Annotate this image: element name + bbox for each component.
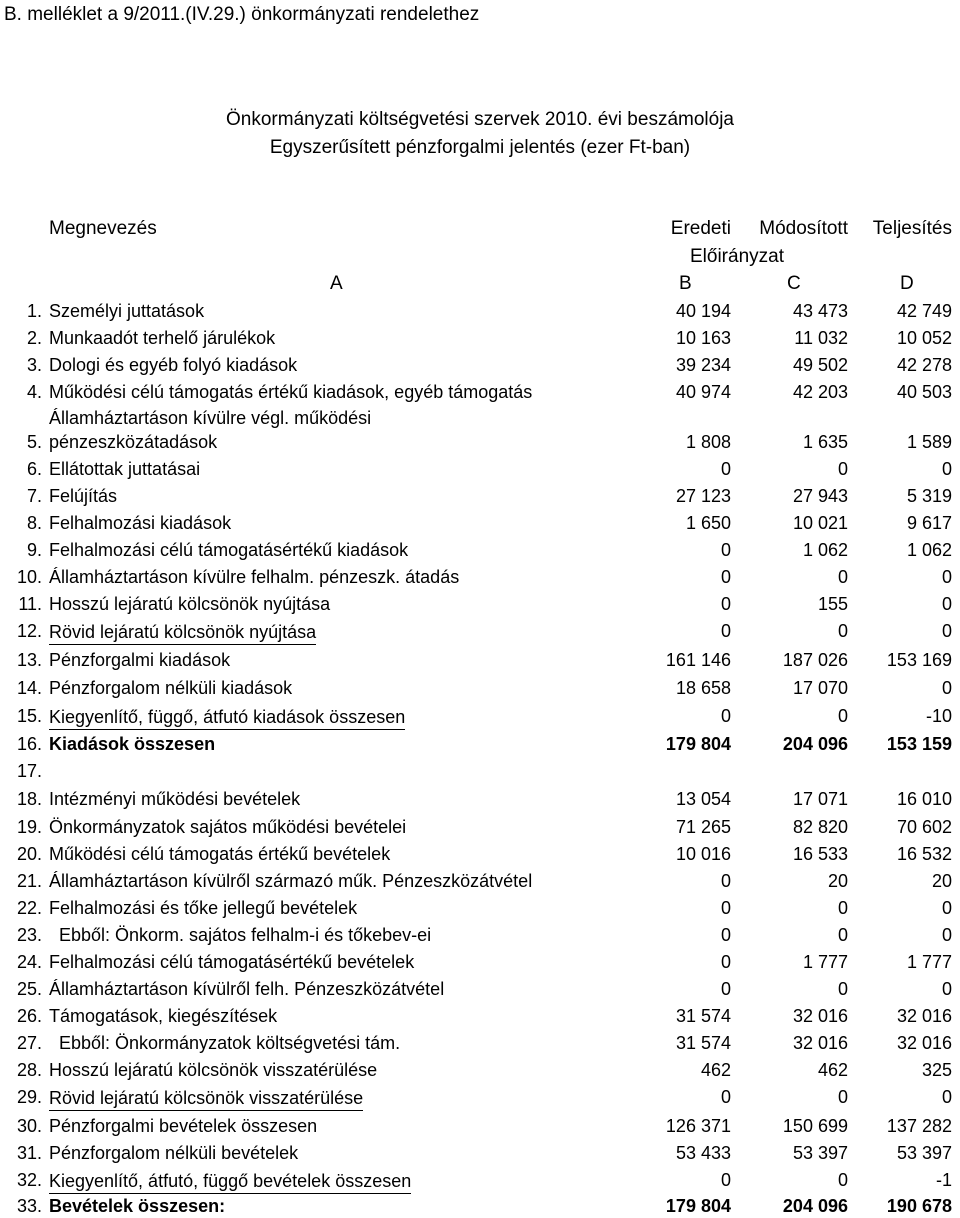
row-number: 8.	[26, 513, 42, 533]
table-row	[0, 301, 960, 328]
value-modified: 20	[827, 871, 848, 891]
column-letter-a: A	[330, 273, 343, 294]
row-number: 20.	[16, 844, 42, 864]
row-label: Kiegyenlítő, átfutó, függő bevételek összesen	[49, 1170, 411, 1194]
value-original: 179 804	[665, 1196, 731, 1216]
row-label: Ebből: Önkorm. sajátos felhalm-i és tőkebev-ei	[59, 925, 432, 945]
value-original: 179 804	[665, 734, 731, 754]
table-row	[0, 678, 960, 705]
value-actual: 0	[941, 459, 952, 479]
row-number: 16.	[16, 734, 42, 754]
row-label: Rövid lejáratú kölcsönök nyújtása	[49, 621, 316, 645]
row-number: 33.	[16, 1196, 42, 1216]
row-number: 27.	[16, 1033, 42, 1053]
value-original: 18 658	[675, 678, 731, 698]
row-label: Munkaadót terhelő járulékok	[49, 328, 276, 348]
row-label: Működési célú támogatás értékű kiadások, egyéb támogatás	[49, 382, 533, 402]
table-row	[0, 355, 960, 382]
row-number: 11.	[18, 594, 42, 614]
value-actual: 0	[941, 678, 952, 698]
value-actual: 70 602	[896, 817, 952, 837]
value-original: 0	[720, 925, 731, 945]
value-modified: 27 943	[792, 486, 848, 506]
table-row-total-revenues	[0, 1196, 960, 1218]
value-modified: 1 062	[802, 540, 848, 560]
value-modified: 17 070	[792, 678, 848, 698]
value-original: 161 146	[665, 650, 731, 670]
row-number: 5.	[26, 432, 42, 452]
value-original: 1 650	[685, 513, 731, 533]
row-number: 23.	[16, 925, 42, 945]
table-row-total-expenses	[0, 734, 960, 761]
value-actual: 0	[941, 1087, 952, 1107]
row-label: Hosszú lejáratú kölcsönök nyújtása	[49, 594, 331, 614]
value-actual: 0	[941, 925, 952, 945]
value-modified: 0	[837, 567, 848, 587]
table-row	[0, 459, 960, 486]
value-modified: 10 021	[792, 513, 848, 533]
value-actual: 153 169	[886, 650, 952, 670]
value-modified: 49 502	[792, 355, 848, 375]
table-row	[0, 486, 960, 513]
value-actual: 16 532	[896, 844, 952, 864]
row-label: Államháztartáson kívülről felh. Pénzeszközátvétel	[49, 979, 445, 999]
value-modified: 32 016	[792, 1033, 848, 1053]
value-modified: 0	[837, 1087, 848, 1107]
value-original: 27 123	[675, 486, 731, 506]
row-number: 7.	[26, 486, 42, 506]
table-row	[0, 621, 960, 648]
table-row	[0, 706, 960, 733]
row-label: Pénzforgalom nélküli bevételek	[49, 1143, 299, 1163]
column-header-modified: Módosított	[759, 218, 848, 239]
table-row-continuation	[0, 408, 960, 435]
table-row	[0, 952, 960, 979]
value-modified: 150 699	[782, 1116, 848, 1136]
value-original: 10 163	[675, 328, 731, 348]
value-original: 0	[720, 459, 731, 479]
value-actual: 40 503	[896, 382, 952, 402]
value-original: 0	[720, 1087, 731, 1107]
table-row	[0, 1033, 960, 1060]
value-actual: 137 282	[886, 1116, 952, 1136]
value-original: 0	[720, 594, 731, 614]
value-modified: 0	[837, 898, 848, 918]
value-actual: 0	[941, 567, 952, 587]
title-line-2: Egyszerűsített pénzforgalmi jelentés (ezer Ft-ban)	[269, 137, 691, 158]
row-label: Ellátottak juttatásai	[49, 459, 201, 479]
row-label: Dologi és egyéb folyó kiadások	[49, 355, 298, 375]
row-number: 14.	[16, 678, 42, 698]
value-actual: 16 010	[896, 789, 952, 809]
value-original: 0	[720, 567, 731, 587]
row-number: 32.	[16, 1170, 42, 1190]
report-title	[0, 106, 960, 162]
value-modified: 42 203	[792, 382, 848, 402]
value-actual: 190 678	[886, 1196, 952, 1216]
value-original: 126 371	[665, 1116, 731, 1136]
table-row	[0, 789, 960, 816]
row-label: Önkormányzatok sajátos működési bevételei	[49, 817, 407, 837]
row-number: 9.	[26, 540, 42, 560]
table-row	[0, 594, 960, 621]
value-actual: -10	[925, 706, 952, 726]
value-modified: 155	[817, 594, 848, 614]
row-number: 31.	[16, 1143, 42, 1163]
table-row	[0, 844, 960, 871]
value-actual: 0	[941, 898, 952, 918]
value-original: 10 016	[675, 844, 731, 864]
value-modified: 16 533	[792, 844, 848, 864]
row-label: Bevételek összesen:	[49, 1196, 226, 1216]
value-actual: 153 159	[886, 734, 952, 754]
row-label: Felújítás	[49, 486, 118, 506]
value-actual: 42 749	[896, 301, 952, 321]
table-row	[0, 1060, 960, 1087]
annex-reference: B. melléklet a 9/2011.(IV.29.) önkormányzati rendelethez	[4, 4, 480, 25]
value-modified: 0	[837, 621, 848, 641]
row-number: 18.	[16, 789, 42, 809]
row-label: Működési célú támogatás értékű bevételek	[49, 844, 391, 864]
row-number: 28.	[16, 1060, 42, 1080]
value-original: 0	[720, 898, 731, 918]
row-number: 1.	[26, 301, 42, 321]
row-number: 17.	[16, 761, 42, 781]
table-row	[0, 650, 960, 677]
table-row	[0, 1006, 960, 1033]
table-row	[0, 817, 960, 844]
value-original: 462	[700, 1060, 731, 1080]
row-number: 12.	[16, 621, 42, 641]
column-header-original: Eredeti	[670, 218, 731, 239]
value-original: 40 974	[675, 382, 731, 402]
table-row	[0, 871, 960, 898]
value-modified: 32 016	[792, 1006, 848, 1026]
row-number: 22.	[16, 898, 42, 918]
table-row	[0, 925, 960, 952]
title-line-1: Önkormányzati költségvetési szervek 2010. évi beszámolója	[226, 109, 734, 130]
row-label: Kiadások összesen	[49, 734, 216, 754]
row-label: Pénzforgalmi bevételek összesen	[49, 1116, 318, 1136]
row-number: 4.	[26, 382, 42, 402]
value-modified: 11 032	[794, 328, 848, 348]
value-original: 0	[720, 979, 731, 999]
row-number: 10.	[16, 567, 42, 587]
value-modified: 43 473	[792, 301, 848, 321]
value-modified: 0	[837, 459, 848, 479]
value-modified: 17 071	[792, 789, 848, 809]
column-header-actual: Teljesítés	[872, 218, 952, 239]
row-label: Felhalmozási és tőke jellegű bevételek	[49, 898, 358, 918]
row-number: 24.	[16, 952, 42, 972]
column-group-appropriation: Előirányzat	[690, 246, 784, 267]
value-modified: 187 026	[782, 650, 848, 670]
value-original: 0	[720, 1170, 731, 1190]
value-actual: 10 052	[896, 328, 952, 348]
value-original: 0	[720, 871, 731, 891]
row-number: 3.	[26, 355, 42, 375]
value-actual: 1 777	[906, 952, 952, 972]
table-row	[0, 979, 960, 1006]
value-modified: 1 635	[802, 432, 848, 452]
table-row	[0, 1087, 960, 1114]
table-row	[0, 1143, 960, 1170]
row-label: Pénzforgalom nélküli kiadások	[49, 678, 293, 698]
row-label: pénzeszközátadások	[49, 432, 218, 452]
value-actual: 32 016	[896, 1033, 952, 1053]
row-label: Államháztartáson kívülről származó műk. Pénzeszközátvétel	[49, 871, 533, 891]
column-header-name: Megnevezés	[49, 218, 157, 239]
value-modified: 204 096	[782, 1196, 848, 1216]
table-row	[0, 1170, 960, 1197]
row-number: 6.	[26, 459, 42, 479]
table-row	[0, 898, 960, 925]
value-original: 1 808	[685, 432, 731, 452]
value-original: 71 265	[675, 817, 731, 837]
column-letter-c: C	[787, 273, 801, 294]
table-row	[0, 432, 960, 459]
table-row	[0, 382, 960, 409]
value-original: 40 194	[675, 301, 731, 321]
row-label: Személyi juttatások	[49, 301, 205, 321]
value-original: 0	[720, 540, 731, 560]
value-actual: 32 016	[896, 1006, 952, 1026]
row-number: 21.	[16, 871, 42, 891]
row-label: Támogatások, kiegészítések	[49, 1006, 278, 1026]
value-actual: 0	[941, 594, 952, 614]
value-actual: 0	[941, 621, 952, 641]
value-original: 39 234	[675, 355, 731, 375]
value-actual: 325	[921, 1060, 952, 1080]
value-original: 0	[720, 706, 731, 726]
row-label: Felhalmozási célú támogatásértékű bevételek	[49, 952, 415, 972]
table-row	[0, 1116, 960, 1143]
row-number: 26.	[16, 1006, 42, 1026]
column-letter-d: D	[900, 273, 914, 294]
row-number: 19.	[16, 817, 42, 837]
value-original: 31 574	[675, 1033, 731, 1053]
value-actual: 0	[941, 979, 952, 999]
table-row	[0, 513, 960, 540]
value-actual: 20	[931, 871, 952, 891]
row-label: Államháztartáson kívülre felhalm. pénzeszk. átadás	[49, 567, 460, 587]
value-modified: 0	[837, 706, 848, 726]
table-row	[0, 567, 960, 594]
value-actual: 53 397	[896, 1143, 952, 1163]
row-label-continuation: Államháztartáson kívülre végl. működési	[49, 408, 372, 428]
value-modified: 0	[837, 1170, 848, 1190]
table-row	[0, 540, 960, 567]
table-row	[0, 761, 960, 788]
value-modified: 0	[837, 979, 848, 999]
value-modified: 82 820	[792, 817, 848, 837]
row-label: Felhalmozási célú támogatásértékű kiadások	[49, 540, 409, 560]
row-label: Intézményi működési bevételek	[49, 789, 301, 809]
value-actual: 5 319	[906, 486, 952, 506]
value-modified: 1 777	[802, 952, 848, 972]
value-original: 31 574	[675, 1006, 731, 1026]
row-label: Pénzforgalmi kiadások	[49, 650, 231, 670]
column-letter-b: B	[679, 273, 692, 294]
row-label: Felhalmozási kiadások	[49, 513, 232, 533]
value-actual: 9 617	[906, 513, 952, 533]
value-actual: 42 278	[896, 355, 952, 375]
value-modified: 204 096	[782, 734, 848, 754]
row-label: Rövid lejáratú kölcsönök visszatérülése	[49, 1087, 363, 1111]
row-number: 30.	[16, 1116, 42, 1136]
value-modified: 0	[837, 925, 848, 945]
value-actual: -1	[935, 1170, 952, 1190]
row-label: Kiegyenlítő, függő, átfutó kiadások összesen	[49, 706, 405, 730]
row-label: Hosszú lejáratú kölcsönök visszatérülése	[49, 1060, 378, 1080]
row-number: 29.	[16, 1087, 42, 1107]
table-row	[0, 328, 960, 355]
value-actual: 1 589	[906, 432, 952, 452]
value-actual: 1 062	[906, 540, 952, 560]
value-original: 0	[720, 952, 731, 972]
row-label: Ebből: Önkormányzatok költségvetési tám.	[59, 1033, 401, 1053]
row-number: 15.	[16, 706, 42, 726]
row-number: 2.	[26, 328, 42, 348]
row-number: 13.	[16, 650, 42, 670]
value-modified: 462	[817, 1060, 848, 1080]
value-original: 0	[720, 621, 731, 641]
value-modified: 53 397	[792, 1143, 848, 1163]
value-original: 13 054	[675, 789, 731, 809]
value-original: 53 433	[675, 1143, 731, 1163]
row-number: 25.	[16, 979, 42, 999]
